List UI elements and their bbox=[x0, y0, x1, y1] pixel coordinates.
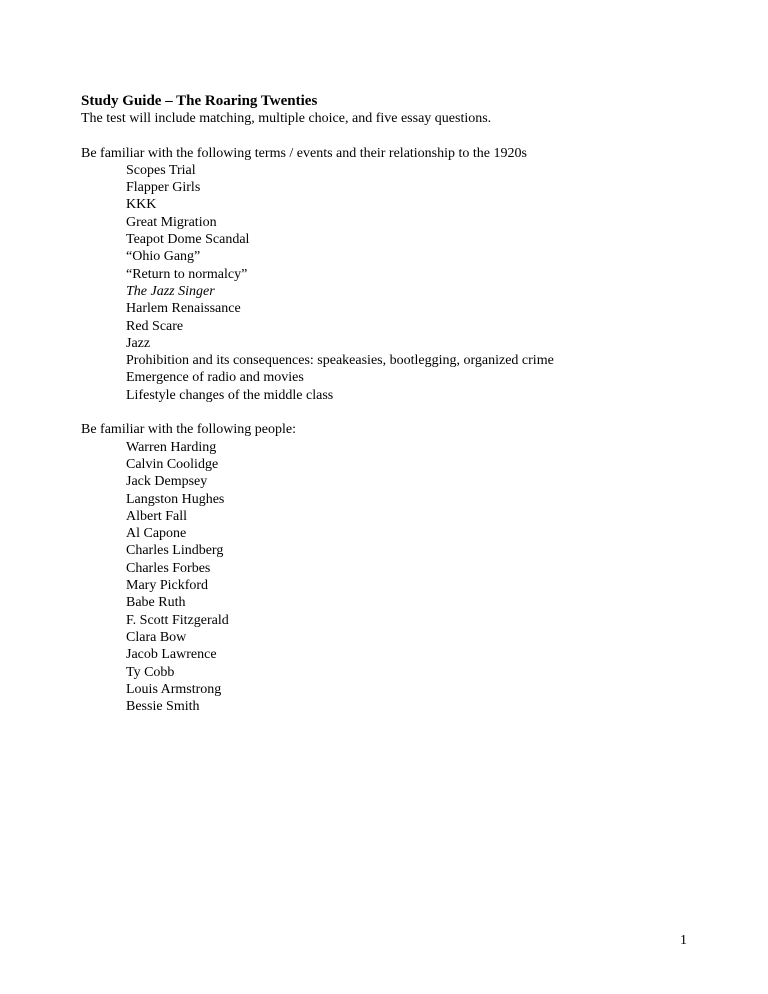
document-title: Study Guide – The Roaring Twenties bbox=[81, 93, 318, 109]
person-item: Babe Ruth bbox=[126, 595, 186, 611]
term-item: Lifestyle changes of the middle class bbox=[126, 387, 334, 403]
people-list bbox=[81, 439, 701, 716]
term-item: Harlem Renaissance bbox=[126, 301, 241, 317]
term-item: Jazz bbox=[126, 335, 151, 351]
term-item: Flapper Girls bbox=[126, 180, 201, 196]
term-item: “Ohio Gang” bbox=[126, 249, 201, 265]
person-item: Al Capone bbox=[126, 526, 187, 542]
blank-line bbox=[81, 127, 701, 144]
intro-text: The test will include matching, multiple choice, and five essay questions. bbox=[81, 111, 492, 126]
document-page bbox=[81, 92, 701, 715]
term-item: Prohibition and its consequences: speakeasies, bootlegging, organized crime bbox=[126, 353, 554, 369]
person-item: F. Scott Fitzgerald bbox=[126, 612, 229, 628]
terms-heading: Be familiar with the following terms / events and their relationship to the 1920s bbox=[81, 145, 527, 161]
person-item: Louis Armstrong bbox=[126, 681, 222, 697]
person-item: Charles Lindberg bbox=[126, 543, 224, 559]
person-item: Bessie Smith bbox=[126, 699, 200, 715]
person-item: Langston Hughes bbox=[126, 491, 225, 507]
term-item: KKK bbox=[126, 197, 157, 213]
term-item: Great Migration bbox=[126, 214, 217, 230]
term-item: Scopes Trial bbox=[126, 162, 196, 178]
page-number: 1 bbox=[680, 933, 687, 948]
term-item: “Return to normalcy” bbox=[126, 266, 248, 282]
people-heading: Be familiar with the following people: bbox=[81, 422, 297, 438]
person-item: Charles Forbes bbox=[126, 560, 211, 576]
person-item: Albert Fall bbox=[126, 508, 188, 524]
term-item: The Jazz Singer bbox=[126, 283, 215, 299]
term-item: Red Scare bbox=[126, 318, 184, 334]
terms-list bbox=[81, 162, 701, 404]
person-item: Calvin Coolidge bbox=[126, 456, 219, 472]
term-item: Teapot Dome Scandal bbox=[126, 232, 250, 248]
person-item: Clara Bow bbox=[126, 629, 187, 645]
term-item: Emergence of radio and movies bbox=[126, 370, 304, 386]
person-item: Jack Dempsey bbox=[126, 474, 208, 490]
person-item: Warren Harding bbox=[126, 439, 217, 455]
blank-line bbox=[81, 404, 701, 421]
person-item: Jacob Lawrence bbox=[126, 647, 217, 663]
person-item: Mary Pickford bbox=[126, 578, 209, 594]
person-item: Ty Cobb bbox=[126, 664, 175, 680]
